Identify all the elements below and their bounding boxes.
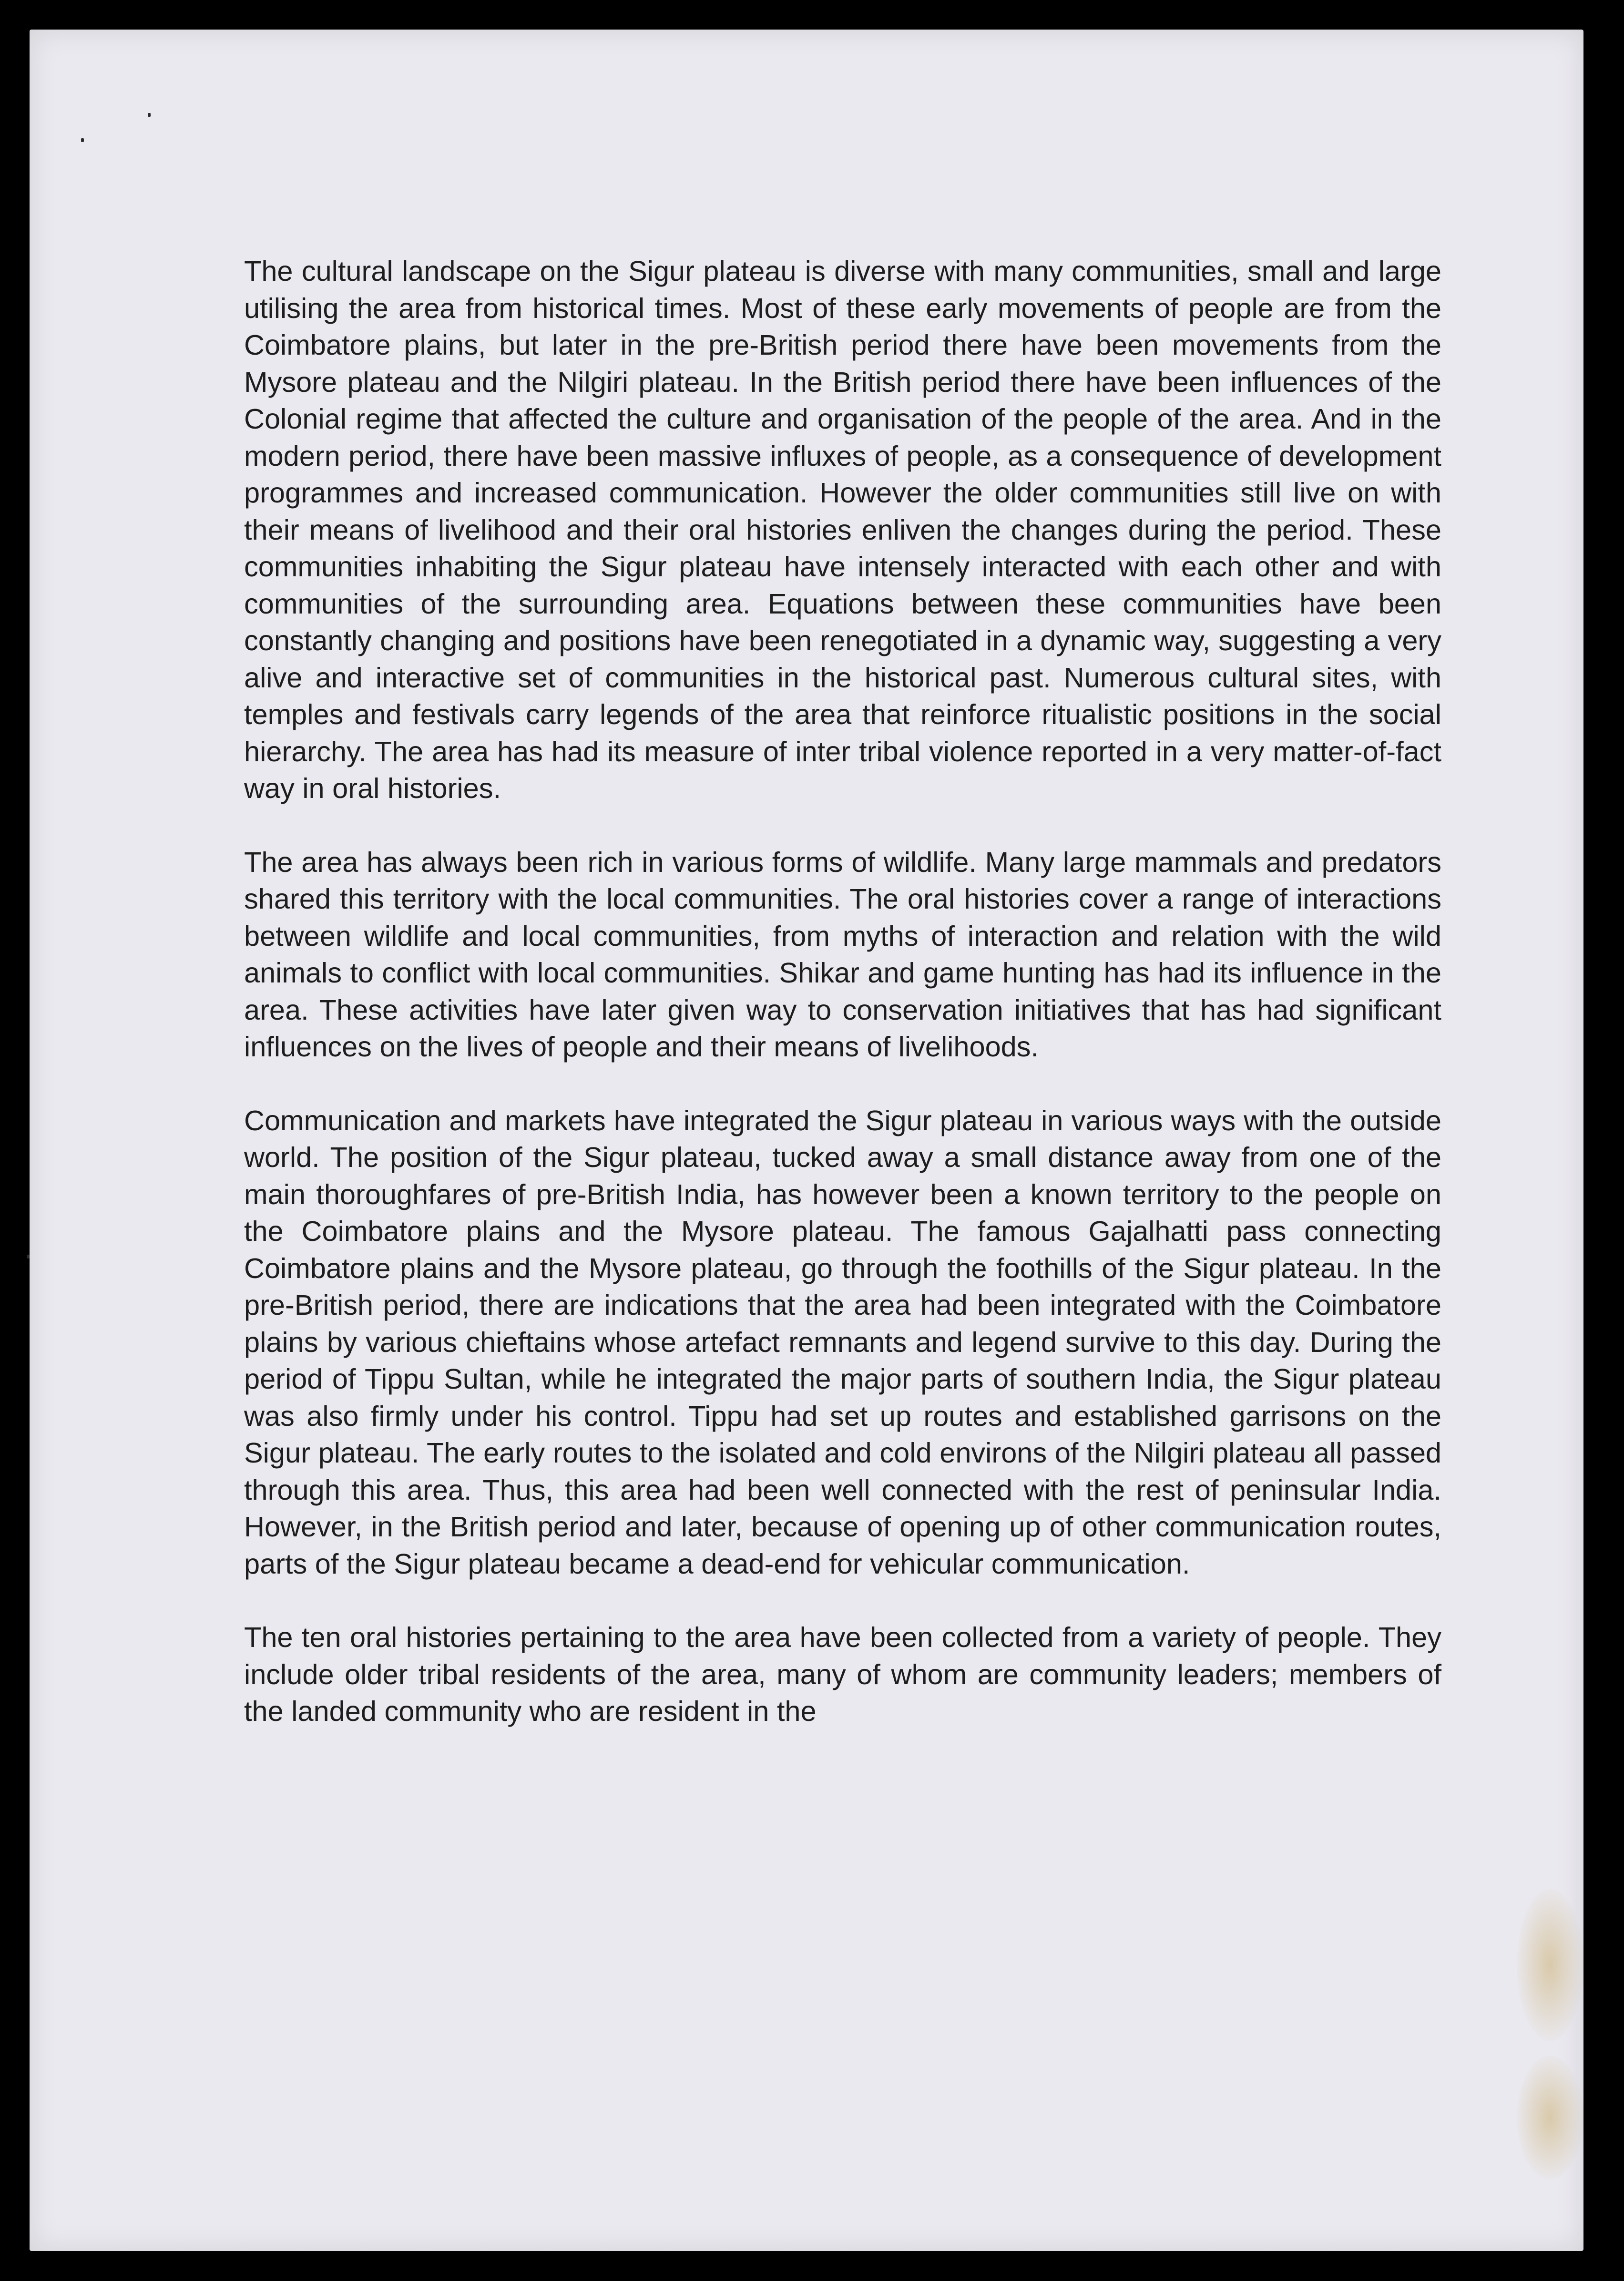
- paragraph-oral-histories: The ten oral histories pertaining to the area have been collected from a variety of people. They include older tribal residents of the area, many of whom are community leaders; members of the landed community who are resident in the: [244, 1621, 1441, 1727]
- paragraph-cultural-landscape: The cultural landscape on the Sigur plateau is diverse with many communities, small and large utilising the area from historical times. Most of these early movements of people are from the Coimbatore plains, but later in the pre-British period there have been movements from the Mysore plateau and the Nilgiri plateau. In the British period there have been influences of the Colonial regime that affected the culture and organisation of the people of the area. And in the modern period, there have been massive influxes of people, as a consequence of development programmes and increased communication. However the older communities still live on with their means of livelihood and their oral histories enliven the changes during the period. These communities inhabiting the Sigur plateau have intensely interacted with each other and with communities of the surrounding area. Equations between these communities have been constantly changing and positions have been renegotiated in a dynamic way, suggesting a very alive and interactive set of communities in the historical past. Numerous cultural sites, with temples and festivals carry legends of the area that reinforce ritualistic positions in the social hierarchy. The area has had its measure of inter tribal violence reported in a very matter-of-fact way in oral histories.: [244, 255, 1441, 804]
- paper-stain: [1517, 1889, 1583, 2041]
- paragraph-communication: Communication and markets have integrated the Sigur plateau in various ways with the outside world. The position of the Sigur plateau, tucked away a small distance away from one of the main thoroughfares of pre-British India, has however been a known territory to the people on the Coimbatore plains and the Mysore plateau. The famous Gajalhatti pass connecting Coimbatore plains and the Mysore plateau, go through the foothills of the Sigur plateau. In the pre-British period, there are indications that the area had been integrated with the Coimbatore plains by various chieftains whose artefact remnants and legend survive to this day. During the period of Tippu Sultan, while he integrated the major parts of southern India, the Sigur plateau was also firmly under his control. Tippu had set up routes and established garrisons on the Sigur plateau. The early routes to the isolated and cold environs of the Nilgiri plateau all passed through this area. Thus, this area had been well connected with the rest of peninsular India. However, in the British period and later, because of opening up of other communication routes, parts of the Sigur plateau became a dead-end for vehicular communication.: [244, 1104, 1441, 1580]
- paragraph-wildlife: The area has always been rich in various forms of wildlife. Many large mammals and predators shared this territory with the local communities. The oral histories cover a range of interactions between wildlife and local communities, from myths of interaction and relation with the wild animals to conflict with local communities. Shikar and game hunting has had its influence in the area. These activities have later given way to conservation initiatives that has had significant influences on the lives of people and their means of livelihoods.: [244, 846, 1441, 1063]
- paper-speck: [81, 138, 84, 142]
- paper-speck: [148, 113, 151, 117]
- paper-speck: [27, 1255, 30, 1258]
- body-text: [244, 253, 1441, 1730]
- paper-stain: [1517, 2056, 1583, 2179]
